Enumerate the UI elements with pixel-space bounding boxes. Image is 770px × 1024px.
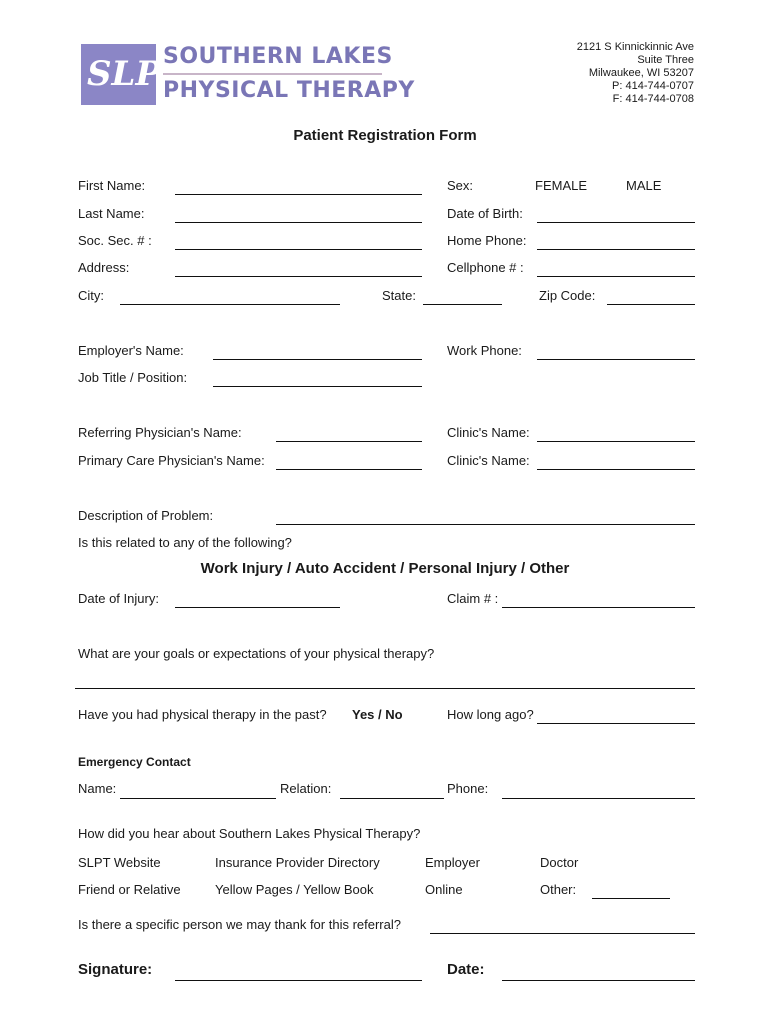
cellphone-field[interactable] [537, 258, 695, 277]
primary-physician-label: Primary Care Physician's Name: [78, 453, 265, 468]
related-question: Is this related to any of the following? [78, 535, 292, 550]
claim-label: Claim # : [447, 591, 499, 606]
sex-option-female[interactable]: FEMALE [535, 178, 588, 193]
city-label: City: [78, 288, 104, 303]
address-phone: P: 414-744-0707 [612, 80, 694, 92]
referral-option-employer[interactable]: Employer [425, 855, 480, 870]
thank-person-field[interactable] [430, 915, 695, 934]
sex-label: Sex: [447, 178, 474, 193]
past-pt-yes-no[interactable]: Yes / No [352, 707, 403, 722]
referral-option-yellow-pages[interactable]: Yellow Pages / Yellow Book [215, 882, 374, 897]
clinic-name-field-1[interactable] [537, 423, 695, 442]
logo-mark-text: SLPT [87, 54, 187, 94]
referral-option-website[interactable]: SLPT Website [78, 855, 161, 870]
referral-option-insurance[interactable]: Insurance Provider Directory [215, 855, 380, 870]
referring-physician-label: Referring Physician's Name: [78, 425, 242, 440]
ssn-field[interactable] [175, 231, 422, 250]
employer-label: Employer's Name: [78, 343, 184, 358]
job-title-field[interactable] [213, 368, 422, 387]
injury-type-options[interactable]: Work Injury / Auto Accident / Personal Injury / Other [200, 560, 570, 577]
emergency-relation-field[interactable] [340, 780, 444, 799]
date-field[interactable] [502, 962, 695, 981]
claim-field[interactable] [502, 589, 695, 608]
last-name-field[interactable] [175, 204, 422, 223]
problem-description-label: Description of Problem: [78, 508, 214, 523]
state-field[interactable] [423, 286, 502, 305]
emergency-relation-label: Relation: [280, 781, 332, 796]
problem-description-field[interactable] [276, 506, 695, 525]
state-label: State: [382, 288, 416, 303]
city-field[interactable] [120, 286, 340, 305]
dob-field[interactable] [537, 204, 695, 223]
logo-line-2: PHYSICAL THERAPY [163, 78, 415, 103]
how-long-field[interactable] [537, 705, 695, 724]
work-phone-label: Work Phone: [447, 343, 522, 358]
ssn-label: Soc. Sec. # : [78, 233, 152, 248]
referral-option-friend[interactable]: Friend or Relative [78, 882, 181, 897]
referral-other-field[interactable] [592, 880, 670, 899]
zip-label: Zip Code: [539, 288, 596, 303]
address-label: Address: [78, 260, 130, 275]
emergency-phone-label: Phone: [447, 781, 489, 796]
clinic-name-label-1: Clinic's Name: [447, 425, 530, 440]
primary-physician-field[interactable] [276, 451, 422, 470]
first-name-label: First Name: [78, 178, 146, 193]
employer-field[interactable] [213, 341, 422, 360]
clinic-name-label-2: Clinic's Name: [447, 453, 530, 468]
home-phone-label: Home Phone: [447, 233, 527, 248]
cellphone-label: Cellphone # : [447, 260, 524, 275]
sex-option-male[interactable]: MALE [626, 178, 662, 193]
logo-mark [81, 44, 187, 105]
zip-field[interactable] [607, 286, 695, 305]
work-phone-field[interactable] [537, 341, 695, 360]
date-of-injury-field[interactable] [175, 589, 340, 608]
logo-line-1: SOUTHERN LAKES [163, 44, 393, 69]
job-title-label: Job Title / Position: [78, 370, 188, 385]
how-long-label: How long ago? [447, 707, 534, 722]
clinic-name-field-2[interactable] [537, 451, 695, 470]
logo-divider [163, 73, 382, 75]
date-of-injury-label: Date of Injury: [78, 591, 159, 606]
goals-field[interactable] [75, 670, 695, 689]
address-fax: F: 414-744-0708 [612, 93, 694, 105]
address-suite: Suite Three [637, 54, 694, 66]
thank-person-question: Is there a specific person we may thank for this referral? [78, 917, 401, 932]
address-street: 2121 S Kinnickinnic Ave [576, 41, 694, 53]
referral-option-other[interactable]: Other: [540, 882, 577, 897]
emergency-name-label: Name: [78, 781, 117, 796]
goals-question: What are your goals or expectations of your physical therapy? [78, 646, 435, 661]
referral-question: How did you hear about Southern Lakes Physical Therapy? [78, 826, 421, 841]
referral-option-online[interactable]: Online [425, 882, 463, 897]
emergency-phone-field[interactable] [502, 780, 695, 799]
date-label: Date: [447, 961, 485, 978]
emergency-name-field[interactable] [120, 780, 276, 799]
signature-field[interactable] [175, 962, 422, 981]
home-phone-field[interactable] [537, 231, 695, 250]
past-pt-question: Have you had physical therapy in the past? [78, 707, 327, 722]
dob-label: Date of Birth: [447, 206, 523, 221]
address-field[interactable] [175, 258, 422, 277]
address-city: Milwaukee, WI 53207 [588, 67, 694, 79]
last-name-label: Last Name: [78, 206, 145, 221]
first-name-field[interactable] [175, 176, 422, 195]
form-title: Patient Registration Form [293, 127, 477, 144]
signature-label: Signature: [78, 961, 153, 978]
referring-physician-field[interactable] [276, 423, 422, 442]
emergency-heading: Emergency Contact [78, 755, 191, 769]
referral-option-doctor[interactable]: Doctor [540, 855, 579, 870]
